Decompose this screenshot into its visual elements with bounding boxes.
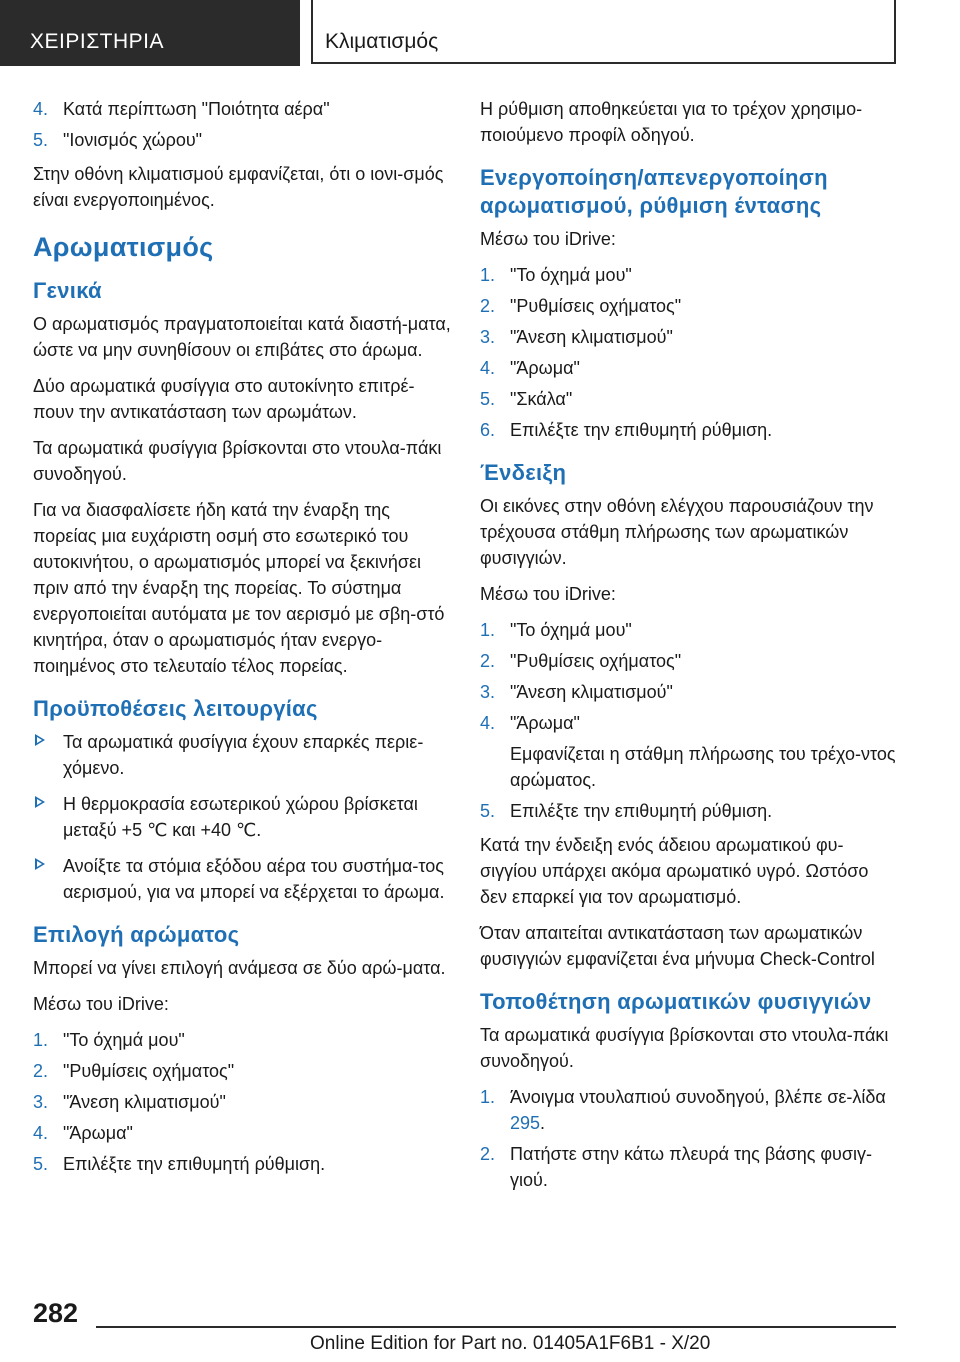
paragraph: Δύο αρωματικά φυσίγγια στο αυτοκίνητο επιτρέ-πουν την αντικατάσταση των αρωμάτων. <box>33 376 415 422</box>
list-item: 3. "Άνεση κλιματισμού" <box>480 682 673 702</box>
list-item: Ανοίξτε τα στόμια εξόδου αέρα του συστήμα-τος αερισμού, για να μπορεί να εξέρχεται το άρωμα. <box>33 853 451 905</box>
paragraph: Όταν απαιτείται αντικατάσταση των αρωματικών φυσιγγιών εμφανίζεται ένα μήνυμα Check-Control <box>480 923 875 969</box>
steps-select <box>33 1027 451 1177</box>
list-item: 2. "Ρυθμίσεις οχήματος" <box>480 296 682 316</box>
steps-toggle <box>480 262 898 443</box>
page-reference-link[interactable]: 295 <box>510 1113 541 1133</box>
heading-prerequisites: Προϋποθέσεις λειτουργίας <box>33 696 318 721</box>
paragraph: Τα αρωματικά φυσίγγια βρίσκονται στο ντουλα-πάκι συνοδηγού. <box>480 1025 889 1071</box>
list-item: 1. "Το όχημά μου" <box>480 620 632 640</box>
list-item: 2. Πατήστε στην κάτω πλευρά της βάσης φυσιγ-γιού. <box>480 1144 873 1190</box>
heading-aroma: Αρωματισμός <box>33 232 214 262</box>
paragraph: Μέσω του iDrive: <box>33 994 169 1014</box>
list-item: 3. "Άνεση κλιματισμού" <box>33 1092 226 1112</box>
prerequisites-list <box>33 729 451 905</box>
steps-place <box>480 1084 898 1193</box>
ionization-note: Στην οθόνη κλιματισμού εμφανίζεται, ότι ο ιονι-σμός είναι ενεργοποιημένος. <box>33 164 444 210</box>
list-item: 4. "Άρωμα" <box>33 1123 133 1143</box>
manual-section-tab: ΧΕΙΡΙΣΤΗΡΙΑ <box>0 0 300 66</box>
list-item: 4. "Άρωμα" Εμφανίζεται η στάθμη πλήρωσης του τρέχο-ντος αρώματος. <box>480 710 898 793</box>
list-item: 5. Επιλέξτε την επιθυμητή ρύθμιση. <box>33 1154 326 1174</box>
heading-indicator: Ένδειξη <box>480 460 567 485</box>
step-detail: Εμφανίζεται η στάθμη πλήρωσης του τρέχο-ντος αρώματος. <box>510 744 896 790</box>
paragraph: Μέσω του iDrive: <box>480 229 616 249</box>
list-item: 5. Επιλέξτε την επιθυμητή ρύθμιση. <box>480 801 773 821</box>
list-item: 4. Κατά περίπτωση "Ποιότητα αέρα" <box>33 99 330 119</box>
chapter-title: Κλιματισμός <box>311 0 896 64</box>
list-item: 4. "Άρωμα" <box>480 358 580 378</box>
paragraph: Κατά την ένδειξη ενός άδειου αρωματικού φυ-σιγγίου υπάρχει ακόμα αρωματικό υγρό. Ωστόσο δεν επαρκεί για τον αρωματισμό. <box>480 835 869 907</box>
paragraph: Τα αρωματικά φυσίγγια βρίσκονται στο ντουλα-πάκι συνοδηγού. <box>33 438 442 484</box>
list-item: 5. "Σκάλα" <box>480 389 573 409</box>
list-item: 3. "Άνεση κλιματισμού" <box>480 327 673 347</box>
paragraph: Μπορεί να γίνει επιλογή ανάμεσα σε δύο αρώ-ματα. <box>33 958 446 978</box>
left-column <box>33 96 451 1185</box>
list-item: 2. "Ρυθμίσεις οχήματος" <box>480 651 682 671</box>
list-item: 1. "Το όχημά μου" <box>33 1030 185 1050</box>
steps-indicator <box>480 617 898 824</box>
paragraph: Για να διασφαλίσετε ήδη κατά την έναρξη της πορείας μια ευχάριστη οσμή στο εσωτερικό του αυτοκινήτου, ο αρωματισμός μπορεί να ξεκινήσει πριν από την έναρξη της πορείας. Το σύστημα ενεργοποιείται αυτόματα με τον αερισμό με σβη-στό κινητήρα, όταν ο αρωματισμός ήταν ενεργο-ποιημένος στο τελευταίο τέλος πορείας. <box>33 500 445 676</box>
list-item: 2. "Ρυθμίσεις οχήματος" <box>33 1061 235 1081</box>
paragraph: Οι εικόνες στην οθόνη ελέγχου παρουσιάζουν την τρέχουσα στάθμη πλήρωσης των αρωματικών φυσιγγιών. <box>480 496 874 568</box>
heading-toggle-aroma: Ενεργοποίηση/απενεργοποίηση αρωματισμού, ρύθμιση έντασης <box>480 165 828 218</box>
paragraph: Μέσω του iDrive: <box>480 584 616 604</box>
page-number: 282 <box>33 1298 79 1328</box>
list-item: 5. "Ιονισμός χώρου" <box>33 130 203 150</box>
edition-note: Online Edition for Part no. 01405A1F6B1 - X/20 <box>310 1333 711 1354</box>
right-column <box>480 96 898 1201</box>
heading-general: Γενικά <box>33 278 102 303</box>
paragraph: Ο αρωματισμός πραγματοποιείται κατά διαστή-ματα, ώστε να μην συνηθίσουν οι επιβάτες στο άρωμα. <box>33 314 451 360</box>
heading-insert-cartridges: Τοποθέτηση αρωματικών φυσιγγιών <box>480 989 872 1014</box>
triangle-bullet-icon <box>35 796 45 808</box>
triangle-bullet-icon <box>35 734 45 746</box>
list-item: Η θερμοκρασία εσωτερικού χώρου βρίσκεται μεταξύ +5 ℃ και +40 ℃. <box>33 791 451 843</box>
paragraph: Η ρύθμιση αποθηκεύεται για το τρέχον χρησιμο-ποιούμενο προφίλ οδηγού. <box>480 99 863 145</box>
page-header <box>0 0 960 66</box>
list-item: 1. Άνοιγμα ντουλαπιού συνοδηγού, βλέπε σε-λίδα 295. <box>480 1087 886 1133</box>
heading-select-aroma: Επιλογή αρώματος <box>33 922 240 947</box>
footer-divider <box>96 1326 896 1328</box>
triangle-bullet-icon <box>35 858 45 870</box>
steps-top <box>33 96 451 153</box>
list-item: 6. Επιλέξτε την επιθυμητή ρύθμιση. <box>480 420 773 440</box>
list-item: Τα αρωματικά φυσίγγια έχουν επαρκές περιε-χόμενο. <box>33 729 451 781</box>
list-item: 1. "Το όχημά μου" <box>480 265 632 285</box>
